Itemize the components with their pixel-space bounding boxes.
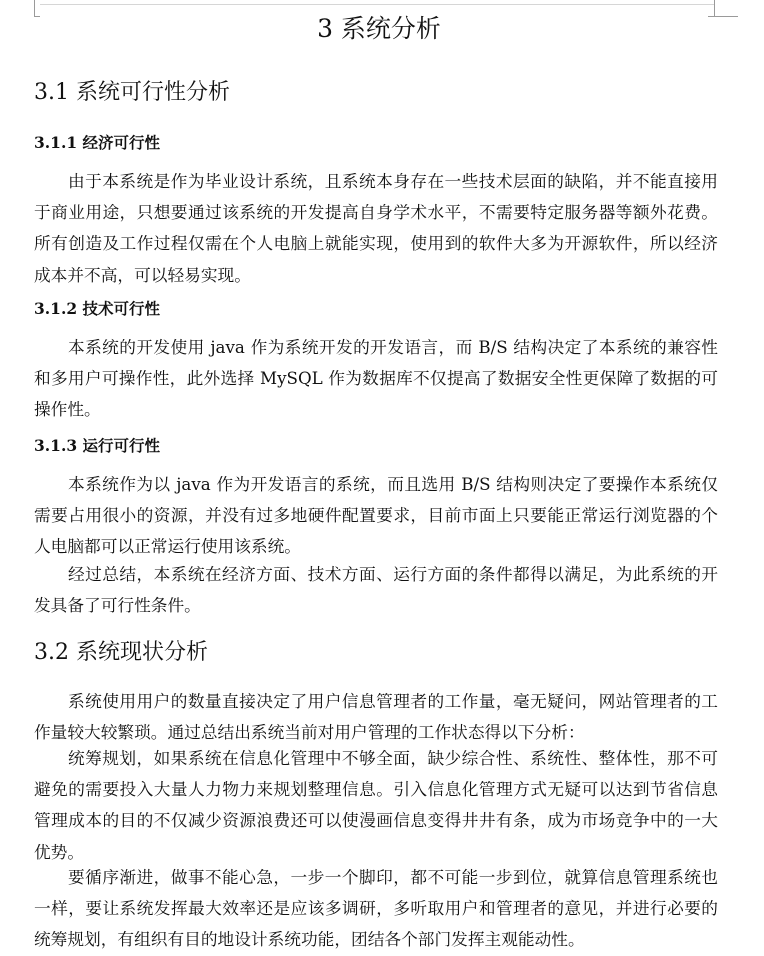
section-heading-feasibility: 3.1 系统可行性分析 [34,80,230,105]
paragraph-status-intro: 系统使用用户的数量直接决定了用户信息管理者的工作量，毫无疑问，网站管理者的工作量较大较繁琐。通过总结出系统当前对用户管理的工作状态得以下分析： [34,691,718,743]
paragraph-operational: 本系统作为以 java 作为开发语言的系统，而且选用 B/S 结构则决定了要操作本系统仅需要占用很小的资源，并没有过多地硬件配置要求，目前市面上只要能正常运行浏览器的个人电脑都可以正常运行使用该系统。 [34,474,718,557]
page-top-edge [40,4,714,5]
paragraph-economic: 由于本系统是作为毕业设计系统，且系统本身存在一些技术层面的缺陷，并不能直接用于商业用途，只想要通过该系统的开发提高自身学术水平，不需要特定服务器等额外花费。所有创造及工作过程仅需在个人电脑上就能实现，使用到的软件大多为开源软件，所以经济成本并不高，可以轻易实现。 [34,171,718,285]
paragraph-status-gradual: 要循序渐进，做事不能心急，一步一个脚印，都不可能一步到位，就算信息管理系统也一样，要让系统发挥最大效率还是应该多调研，多听取用户和管理者的意见，并进行必要的统筹规划，有组织有目的地设计系统功能，团结各个部门发挥主观能动性。 [34,867,718,950]
paragraph-technical: 本系统的开发使用 java 作为系统开发的开发语言，而 B/S 结构决定了本系统的兼容性和多用户可操作性，此外选择 MySQL 作为数据库不仅提高了数据安全性更保障了数据的可操作性。 [34,337,718,420]
subsection-heading-operational: 3.1.3 运行可行性 [34,436,161,455]
paragraph-status-planning: 统筹规划，如果系统在信息化管理中不够全面，缺少综合性、系统性、整体性，那不可避免的需要投入大量人力物力来规划整理信息。引入信息化管理方式无疑可以达到节省信息管理成本的目的不仅减少资源浪费还可以使漫画信息变得井井有条，成为市场竞争中的一大优势。 [34,748,718,862]
chapter-title: 3 系统分析 [317,14,441,43]
paragraph-feasibility-summary: 经过总结，本系统在经济方面、技术方面、运行方面的条件都得以满足，为此系统的开发具备了可行性条件。 [34,564,718,616]
section-heading-status: 3.2 系统现状分析 [34,640,208,665]
subsection-heading-economic: 3.1.1 经济可行性 [34,133,161,152]
subsection-heading-technical: 3.1.2 技术可行性 [34,299,161,318]
